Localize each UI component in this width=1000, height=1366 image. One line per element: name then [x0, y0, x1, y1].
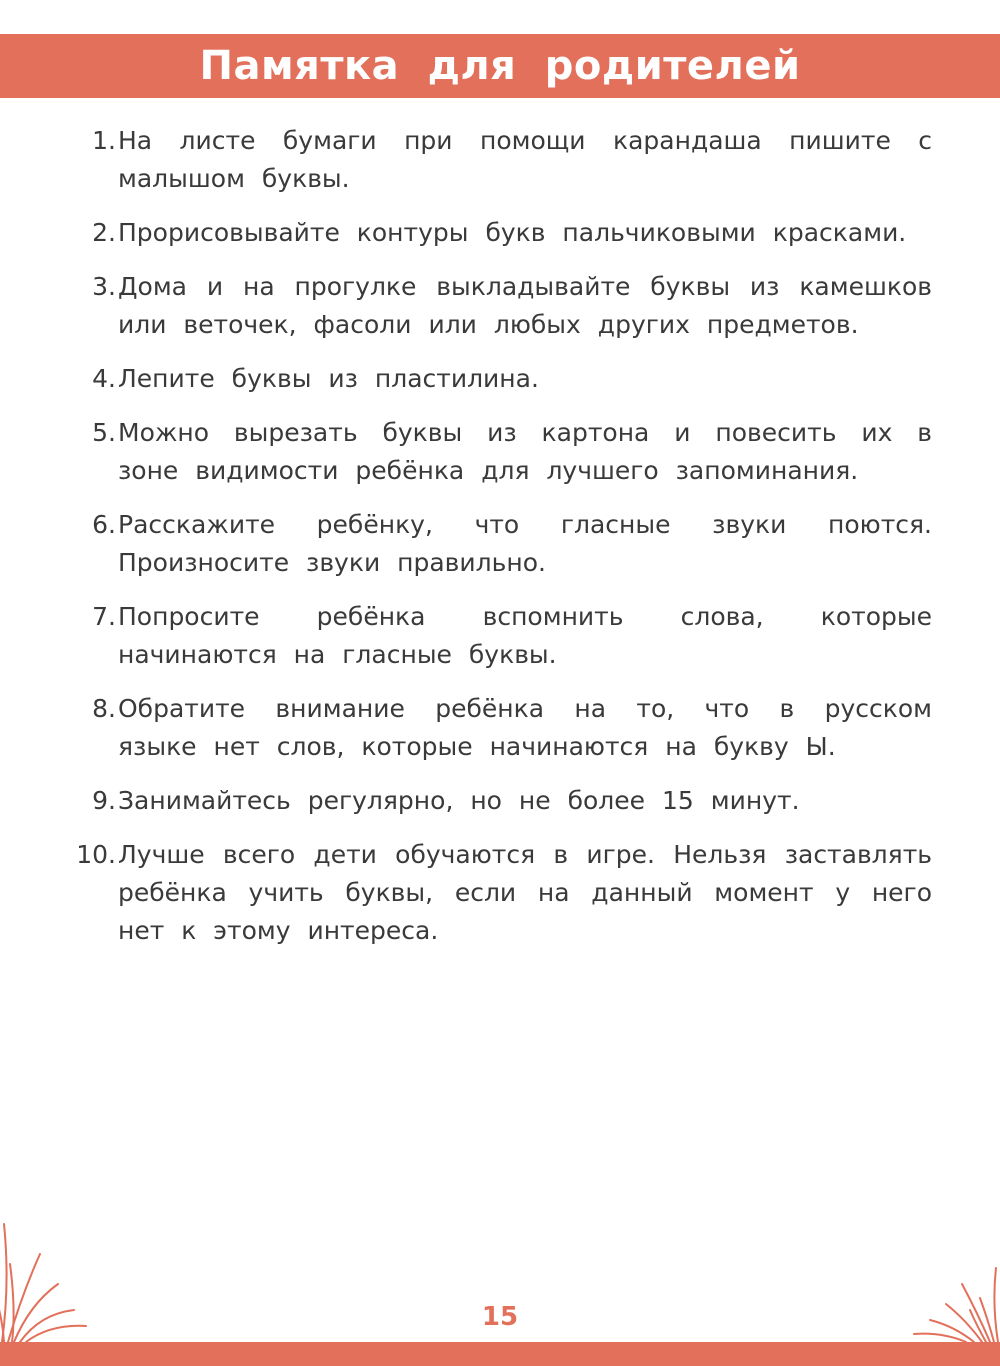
list-item-number: 8.: [92, 694, 116, 723]
list-item: [60, 414, 932, 490]
list-item-number: 2.: [92, 218, 116, 247]
footer-band: [0, 1342, 1000, 1366]
list-item-number: 5.: [92, 418, 116, 447]
list-item: [60, 360, 932, 398]
list-item: [60, 214, 932, 252]
page-title: Памятка для родителей: [199, 43, 801, 89]
list-item-number: 6.: [92, 510, 116, 539]
list-item-text: Лепите буквы из пластилина.: [118, 364, 539, 393]
list-item: [60, 122, 932, 198]
page-number: 15: [481, 1302, 519, 1332]
list-item: [60, 268, 932, 344]
list-item: [60, 782, 932, 820]
list-item-number: 1.: [92, 126, 116, 155]
list-item: [60, 690, 932, 766]
list-item-text: Расскажите ребёнку, что гласные звуки поются. Произносите звуки правильно.: [118, 510, 932, 577]
list-item-text: Занимайтесь регулярно, но не более 15 минут.: [118, 786, 800, 815]
list-item-text: Лучше всего дети обучаются в игре. Нельзя заставлять ребёнка учить буквы, если на данный момент у него нет к этому интереса.: [118, 840, 932, 945]
header-band: [0, 34, 1000, 98]
list-item-number: 3.: [92, 272, 116, 301]
list-item-text: Попросите ребёнка вспомнить слова, которые начинаются на гласные буквы.: [118, 602, 932, 669]
list-item-number: 7.: [92, 602, 116, 631]
list-item-number: 10.: [76, 840, 116, 869]
list-item-text: Дома и на прогулке выкладывайте буквы из камешков или веточек, фасоли или любых других предметов.: [118, 272, 932, 339]
list-item-text: Прорисовывайте контуры букв пальчиковыми красками.: [118, 218, 907, 247]
tips-list: [60, 122, 932, 966]
list-item: [60, 836, 932, 950]
list-item: [60, 506, 932, 582]
list-item-number: 9.: [92, 786, 116, 815]
list-item-number: 4.: [92, 364, 116, 393]
list-item-text: Обратите внимание ребёнка на то, что в русском языке нет слов, которые начинаются на букву Ы.: [118, 694, 932, 761]
list-item-text: Можно вырезать буквы из картона и повесить их в зоне видимости ребёнка для лучшего запоминания.: [118, 418, 932, 485]
list-item: [60, 598, 932, 674]
list-item-text: На листе бумаги при помощи карандаша пишите с малышом буквы.: [118, 126, 932, 193]
